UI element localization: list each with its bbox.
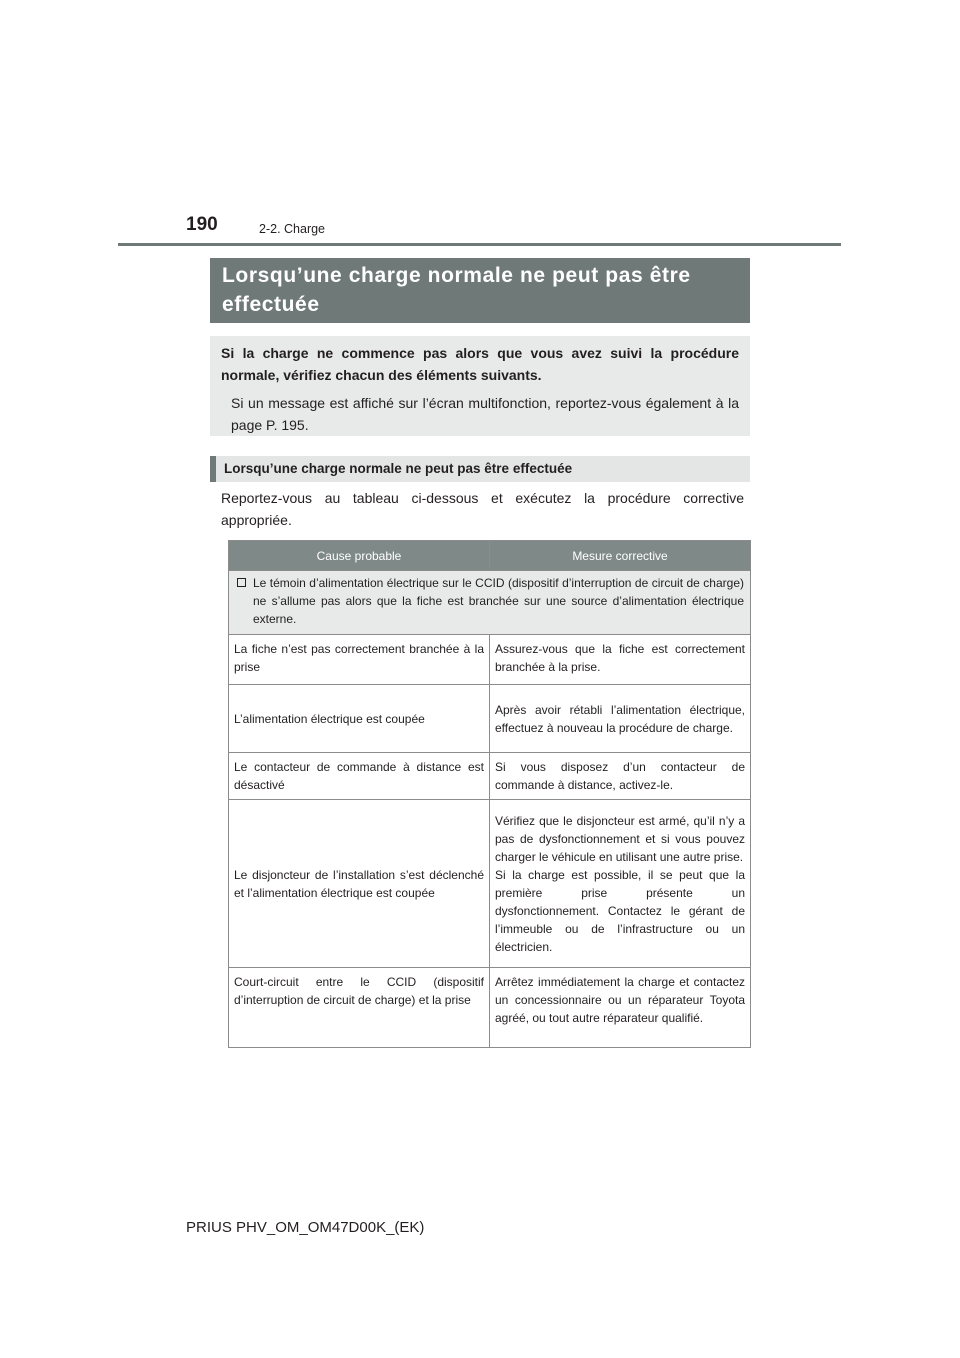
page-title: Lorsqu’une charge normale ne peut pas être effectuée <box>210 258 750 323</box>
group-cell <box>229 571 751 635</box>
header-divider <box>118 243 841 246</box>
measure-cell: Vérifiez que le disjoncteur est armé, qu’il n’y a pas de dysfonctionnement et si vous pouvez charger le véhicule en utilisant une autre prise. Si la charge est possible, il se peut que la première prise présente un dysfonctionnement. Contactez le gérant de l’immeuble ou de l’infrastructure ou un électricien. <box>490 800 751 968</box>
table-group-row <box>229 571 751 635</box>
section-label: 2-2. Charge <box>259 222 326 236</box>
checkbox-icon <box>237 578 246 587</box>
cause-cell: Le contacteur de commande à distance est désactivé <box>229 753 490 800</box>
cause-cell: La fiche n’est pas correctement branchée à la prise <box>229 635 490 685</box>
intro-bold-text: Si la charge ne commence pas alors que vous avez suivi la procédure normale, vérifiez chacun des éléments suivants. <box>221 345 739 383</box>
table-row <box>229 753 751 800</box>
sub-heading: Lorsqu’une charge normale ne peut pas être effectuée <box>210 456 750 482</box>
column-header-cause: Cause probable <box>229 541 490 571</box>
cause-cell: Court-circuit entre le CCID (dispositif d’interruption de circuit de charge) et la prise <box>229 968 490 1048</box>
cause-cell: Le disjoncteur de l’installation s’est déclenché et l’alimentation électrique est coupée <box>229 800 490 968</box>
column-header-measure: Mesure corrective <box>490 541 751 571</box>
footer-doc-id: PRIUS PHV_OM_OM47D00K_(EK) <box>186 1219 425 1236</box>
table-row <box>229 685 751 753</box>
measure-cell: Après avoir rétabli l’alimentation électrique, effectuez à nouveau la procédure de charge. <box>490 685 751 753</box>
troubleshooting-table <box>228 540 751 1048</box>
measure-cell: Si vous disposez d’un contacteur de commande à distance, activez-le. <box>490 753 751 800</box>
table-header-row <box>229 541 751 571</box>
table-row <box>229 968 751 1048</box>
cause-cell: L’alimentation électrique est coupée <box>229 685 490 753</box>
table-row <box>229 800 751 968</box>
measure-cell: Assurez-vous que la fiche est correctement branchée à la prise. <box>490 635 751 685</box>
measure-cell: Arrêtez immédiatement la charge et contactez un concessionnaire ou un réparateur Toyota agréé, ou tout autre réparateur qualifié. <box>490 968 751 1048</box>
page-number: 190 <box>186 214 218 235</box>
group-text: Le témoin d’alimentation électrique sur le CCID (dispositif d’interruption de circuit de charge) ne s’allume pas alors que la fiche est branchée sur une source d’alimentation électrique externe. <box>253 576 744 626</box>
intro-sub-text: Si un message est affiché sur l’écran multifonction, reportez-vous également à la page P. 195. <box>231 395 739 433</box>
lead-paragraph: Reportez-vous au tableau ci-dessous et exécutez la procédure corrective appropriée. <box>221 490 744 528</box>
intro-box <box>210 336 750 436</box>
table-row <box>229 635 751 685</box>
